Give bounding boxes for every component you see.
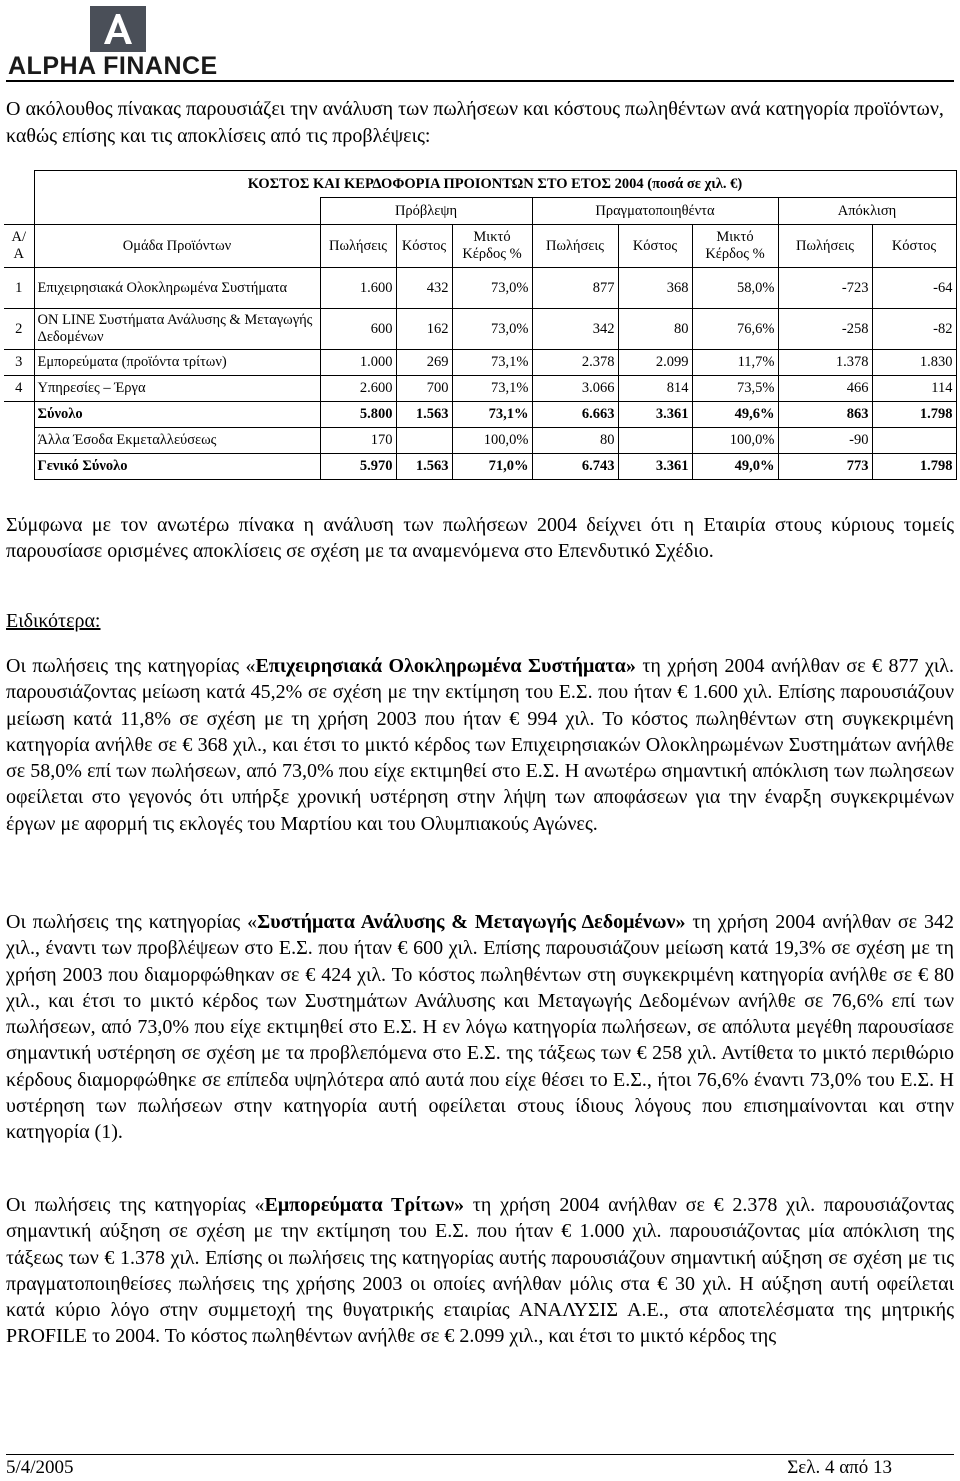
p3-pre: Οι πωλήσεις της κατηγορίας « (6, 911, 258, 933)
row-name: Επιχειρησιακά Ολοκληρωμένα Συστήματα (34, 268, 320, 309)
other-actual-cost (618, 428, 692, 454)
header-actual-cost: Κόστος (618, 225, 692, 268)
grand-actual-margin: 49,0% (692, 454, 778, 480)
logo-text: ALPHA FINANCE (8, 52, 218, 80)
row-aa: 2 (4, 309, 34, 350)
row-forecast-margin: 73,1% (452, 376, 532, 402)
group-actual: Πραγματοποιηθέντα (532, 198, 778, 225)
paragraph-third-party-goods (6, 1192, 954, 1350)
header-forecast-cost: Κόστος (396, 225, 452, 268)
row-forecast-cost: 700 (396, 376, 452, 402)
paragraph-analysis-systems (6, 909, 954, 1146)
row-aa: 4 (4, 376, 34, 402)
row-actual-cost: 368 (618, 268, 692, 309)
paragraph-integrated-systems (6, 653, 954, 837)
table-row (4, 309, 956, 350)
table-row (4, 268, 956, 309)
grand-deviation-sales: 773 (778, 454, 872, 480)
row-deviation-cost: -82 (872, 309, 956, 350)
p2-pre: Οι πωλήσεις της κατηγορίας « (6, 655, 256, 677)
header-actual-sales: Πωλήσεις (532, 225, 618, 268)
total-name: Σύνολο (34, 402, 320, 428)
row-deviation-cost: 114 (872, 376, 956, 402)
row-deviation-sales: 1.378 (778, 350, 872, 376)
header-forecast-margin: Μικτό Κέρδος % (452, 225, 532, 268)
row-actual-margin: 73,5% (692, 376, 778, 402)
table-row (4, 376, 956, 402)
total-actual-margin: 49,6% (692, 402, 778, 428)
p4-bold: Εμπορεύματα Τρίτων» (264, 1194, 465, 1216)
row-forecast-cost: 432 (396, 268, 452, 309)
grand-deviation-cost: 1.798 (872, 454, 956, 480)
p2-bold: Επιχειρησιακά Ολοκληρωμένα Συστήματα» (255, 655, 636, 677)
total-actual-sales: 6.663 (532, 402, 618, 428)
alpha-logo-icon (90, 6, 146, 52)
p4-pre: Οι πωλήσεις της κατηγορίας « (6, 1194, 265, 1216)
logo-mark-bar (111, 33, 125, 37)
group-forecast: Πρόβλεψη (320, 198, 532, 225)
header-deviation-cost: Κόστος (872, 225, 956, 268)
grand-actual-cost: 3.361 (618, 454, 692, 480)
logo-mark-square (90, 6, 146, 52)
total-row (4, 402, 956, 428)
other-forecast-cost (396, 428, 452, 454)
row-actual-margin: 58,0% (692, 268, 778, 309)
header-actual-margin: Μικτό Κέρδος % (692, 225, 778, 268)
header-aa: Α/Α (4, 225, 34, 268)
grand-total-row (4, 454, 956, 480)
table-title-text: ΚΟΣΤΟΣ ΚΑΙ ΚΕΡΔΟΦΟΡΙΑ ΠΡΟΙΟΝΤΩΝ ΣΤΟ ΕΤΟΣ 2004 (ποσά σε χιλ. €) (247, 175, 743, 192)
other-blank (4, 428, 34, 454)
table-corner (4, 171, 34, 198)
row-forecast-margin: 73,0% (452, 268, 532, 309)
p2-post: τη χρήση 2004 ανήλθαν σε € 877 χιλ. παρουσιάζοντας μείωση κατά 45,2% σε σχέση με την εκτίμηση του Ε.Σ. που ήταν € 1.600 χιλ. Επίσης παρουσιάζουν μείωση κατά 11,8% σε σχέση με τη χρήση 2003 που ήταν € 994 χιλ. Το κόστος πωληθέντων στη συγκεκριμένη κατηγορία ανήλθε σε € 368 χιλ., και έτσι το μικτό κέρδος των Επιχειρησιακών Ολοκληρωμένων Συστημάτων ανήλθε σε 58,0% επί των πωλήσεων, από 73,0% που είχε εκτιμηθεί στο Ε.Σ. Η ανωτέρω σημαντική απόκλιση των πωλησεων οφείλεται στο γεγονός ότι υπήρξε χρονική υστέρηση στην λήψη των αποφάσεων για την έναρξη συγκεκριμένων έργων με αφορμή τις εκλογές του Μαρτίου και του Ολυμπιακούς Αγώνες. (6, 655, 955, 835)
p3-post: τη χρήση 2004 ανήλθαν σε 342 χιλ., έναντι των προβλέψεων στο Ε.Σ. που ήταν € 600 χιλ. Επίσης παρουσιάζουν μείωση κατά 19,3% σε σχέση με τη χρήση 2003 που διαμορφώθηκαν σε € 424 χιλ. Το κόστος πωληθέντων στη συγκεκριμένη κατηγορία ανήλθε σε € 80 χιλ., και έτσι το μικτό κέρδος των Συστημάτων Ανάλυσης και Μεταγωγής Δεδομένων ανήλθε σε 76,6% επί των πωλήσεων, από 73,0% που είχε εκτιμηθεί στο Ε.Σ. Η εν λόγω κατηγορία πωλήσεων, σε απόλυτα μεγέθη παρουσίασε σημαντική υστέρηση σε σχέση με τα προβλεπόμενα στο Ε.Σ. της τάξεως των € 258 χιλ. Αντίθετα το μικτό περιθώριο κέρδους διαμορφώθηκε σε επίπεδα υψηλότερα από αυτά που είχε θέσει το Ε.Σ., ήτοι 76,6% έναντι 73,0% του Ε.Σ. Η υστέρηση των πωλήσεων στην κατηγορία αυτή οφείλεται στους ίδιους λόγους που επισημαίνονται και στην κατηγορία (1). (6, 911, 954, 1144)
other-forecast-sales: 170 (320, 428, 396, 454)
row-aa: 1 (4, 268, 34, 309)
p4-post: τη χρήση 2004 ανήλθαν σε € 2.378 χιλ. παρουσιάζοντας σημαντική αύξηση σε σχέση με την εκτίμηση του Ε.Σ. που ήταν € 1.000 χιλ. παρουσιάζοντας μία απόκλιση της τάξεως των € 1.378 χιλ. Επίσης οι πωλήσεις της κατηγορίας αυτής παρουσιάζουν σημαντική αύξηση σε σχέση με τις πραγματοποιηθείσες πωλήσεις της χρήσης 2003 οι οποίες ανήλθαν μόλις στα € 30 χιλ. Η αύξηση αυτή οφείλεται κατά κύριο λόγο στην συμμετοχή της θυγατρικής εταιρίας ΑΝΑΛΥΣΙΣ Α.Ε., στα αποτελέσματα της μητρικής PROFILE το 2004. Το κόστος πωληθέντων ανήλθε σε € 2.099 χιλ., και έτσι το μικτό κέρδος της (6, 1194, 954, 1348)
other-income-row (4, 428, 956, 454)
specifically-heading (6, 608, 954, 634)
header-deviation-sales: Πωλήσεις (778, 225, 872, 268)
row-name: Υπηρεσίες – Έργα (34, 376, 320, 402)
group-blank-name (34, 198, 320, 225)
row-forecast-margin: 73,0% (452, 309, 532, 350)
row-deviation-cost: 1.830 (872, 350, 956, 376)
row-actual-cost: 2.099 (618, 350, 692, 376)
footer-rule (6, 1454, 954, 1455)
other-actual-margin: 100,0% (692, 428, 778, 454)
other-deviation-cost (872, 428, 956, 454)
grand-forecast-sales: 5.970 (320, 454, 396, 480)
footer-date: 5/4/2005 (6, 1457, 74, 1478)
row-forecast-sales: 1.000 (320, 350, 396, 376)
product-cost-table (4, 170, 957, 480)
grand-name: Γενικό Σύνολο (34, 454, 320, 480)
row-actual-sales: 2.378 (532, 350, 618, 376)
header-forecast-sales: Πωλήσεις (320, 225, 396, 268)
row-aa: 3 (4, 350, 34, 376)
grand-forecast-cost: 1.563 (396, 454, 452, 480)
row-actual-sales: 877 (532, 268, 618, 309)
summary-paragraph: Σύμφωνα με τον ανωτέρω πίνακα η ανάλυση των πωλήσεων 2004 δείχνει ότι η Εταιρία στους κύριους τομείς παρουσίασε ορισμένες αποκλίσεις σε σχέση με τα αναμενόμενα στο Επενδυτικό Σχέδιο. (6, 514, 954, 563)
grand-blank (4, 454, 34, 480)
table-row (4, 350, 956, 376)
p3-bold: Συστήματα Ανάλυσης & Μεταγωγής Δεδομένων» (257, 911, 686, 933)
row-actual-sales: 3.066 (532, 376, 618, 402)
header-group: Ομάδα Προϊόντων (34, 225, 320, 268)
group-deviation: Απόκλιση (778, 198, 956, 225)
row-deviation-sales: 466 (778, 376, 872, 402)
other-name: Άλλα Έσοδα Εκμεταλλεύσεως (34, 428, 320, 454)
row-actual-margin: 11,7% (692, 350, 778, 376)
row-actual-cost: 814 (618, 376, 692, 402)
footer-page-number: Σελ. 4 από 13 (787, 1457, 892, 1478)
total-deviation-sales: 863 (778, 402, 872, 428)
total-actual-cost: 3.361 (618, 402, 692, 428)
alpha-finance-logo (8, 6, 238, 80)
row-forecast-margin: 73,1% (452, 350, 532, 376)
other-actual-sales: 80 (532, 428, 618, 454)
grand-forecast-margin: 71,0% (452, 454, 532, 480)
intro-paragraph: Ο ακόλουθος πίνακας παρουσιάζει την ανάλυση των πωλήσεων και κόστους πωληθέντων ανά κατηγορία προϊόντων, καθώς επίσης και τις αποκλίσεις από τις προβλέψεις: (6, 98, 944, 147)
row-name: Εμπορεύματα (προϊόντα τρίτων) (34, 350, 320, 376)
row-deviation-sales: -258 (778, 309, 872, 350)
row-deviation-cost: -64 (872, 268, 956, 309)
row-actual-cost: 80 (618, 309, 692, 350)
total-deviation-cost: 1.798 (872, 402, 956, 428)
row-forecast-cost: 269 (396, 350, 452, 376)
total-forecast-margin: 73,1% (452, 402, 532, 428)
row-actual-sales: 342 (532, 309, 618, 350)
total-blank (4, 402, 34, 428)
group-blank (4, 198, 34, 225)
table-title (34, 171, 956, 198)
row-deviation-sales: -723 (778, 268, 872, 309)
total-forecast-sales: 5.800 (320, 402, 396, 428)
total-forecast-cost: 1.563 (396, 402, 452, 428)
row-name: ON LINE Συστήματα Ανάλυσης & Μεταγωγής Δεδομένων (34, 309, 320, 350)
other-deviation-sales: -90 (778, 428, 872, 454)
header-rule (6, 80, 954, 82)
row-forecast-sales: 1.600 (320, 268, 396, 309)
specifically-label: Ειδικότερα: (6, 610, 101, 632)
row-forecast-sales: 600 (320, 309, 396, 350)
row-actual-margin: 76,6% (692, 309, 778, 350)
row-forecast-cost: 162 (396, 309, 452, 350)
grand-actual-sales: 6.743 (532, 454, 618, 480)
other-forecast-margin: 100,0% (452, 428, 532, 454)
row-forecast-sales: 2.600 (320, 376, 396, 402)
